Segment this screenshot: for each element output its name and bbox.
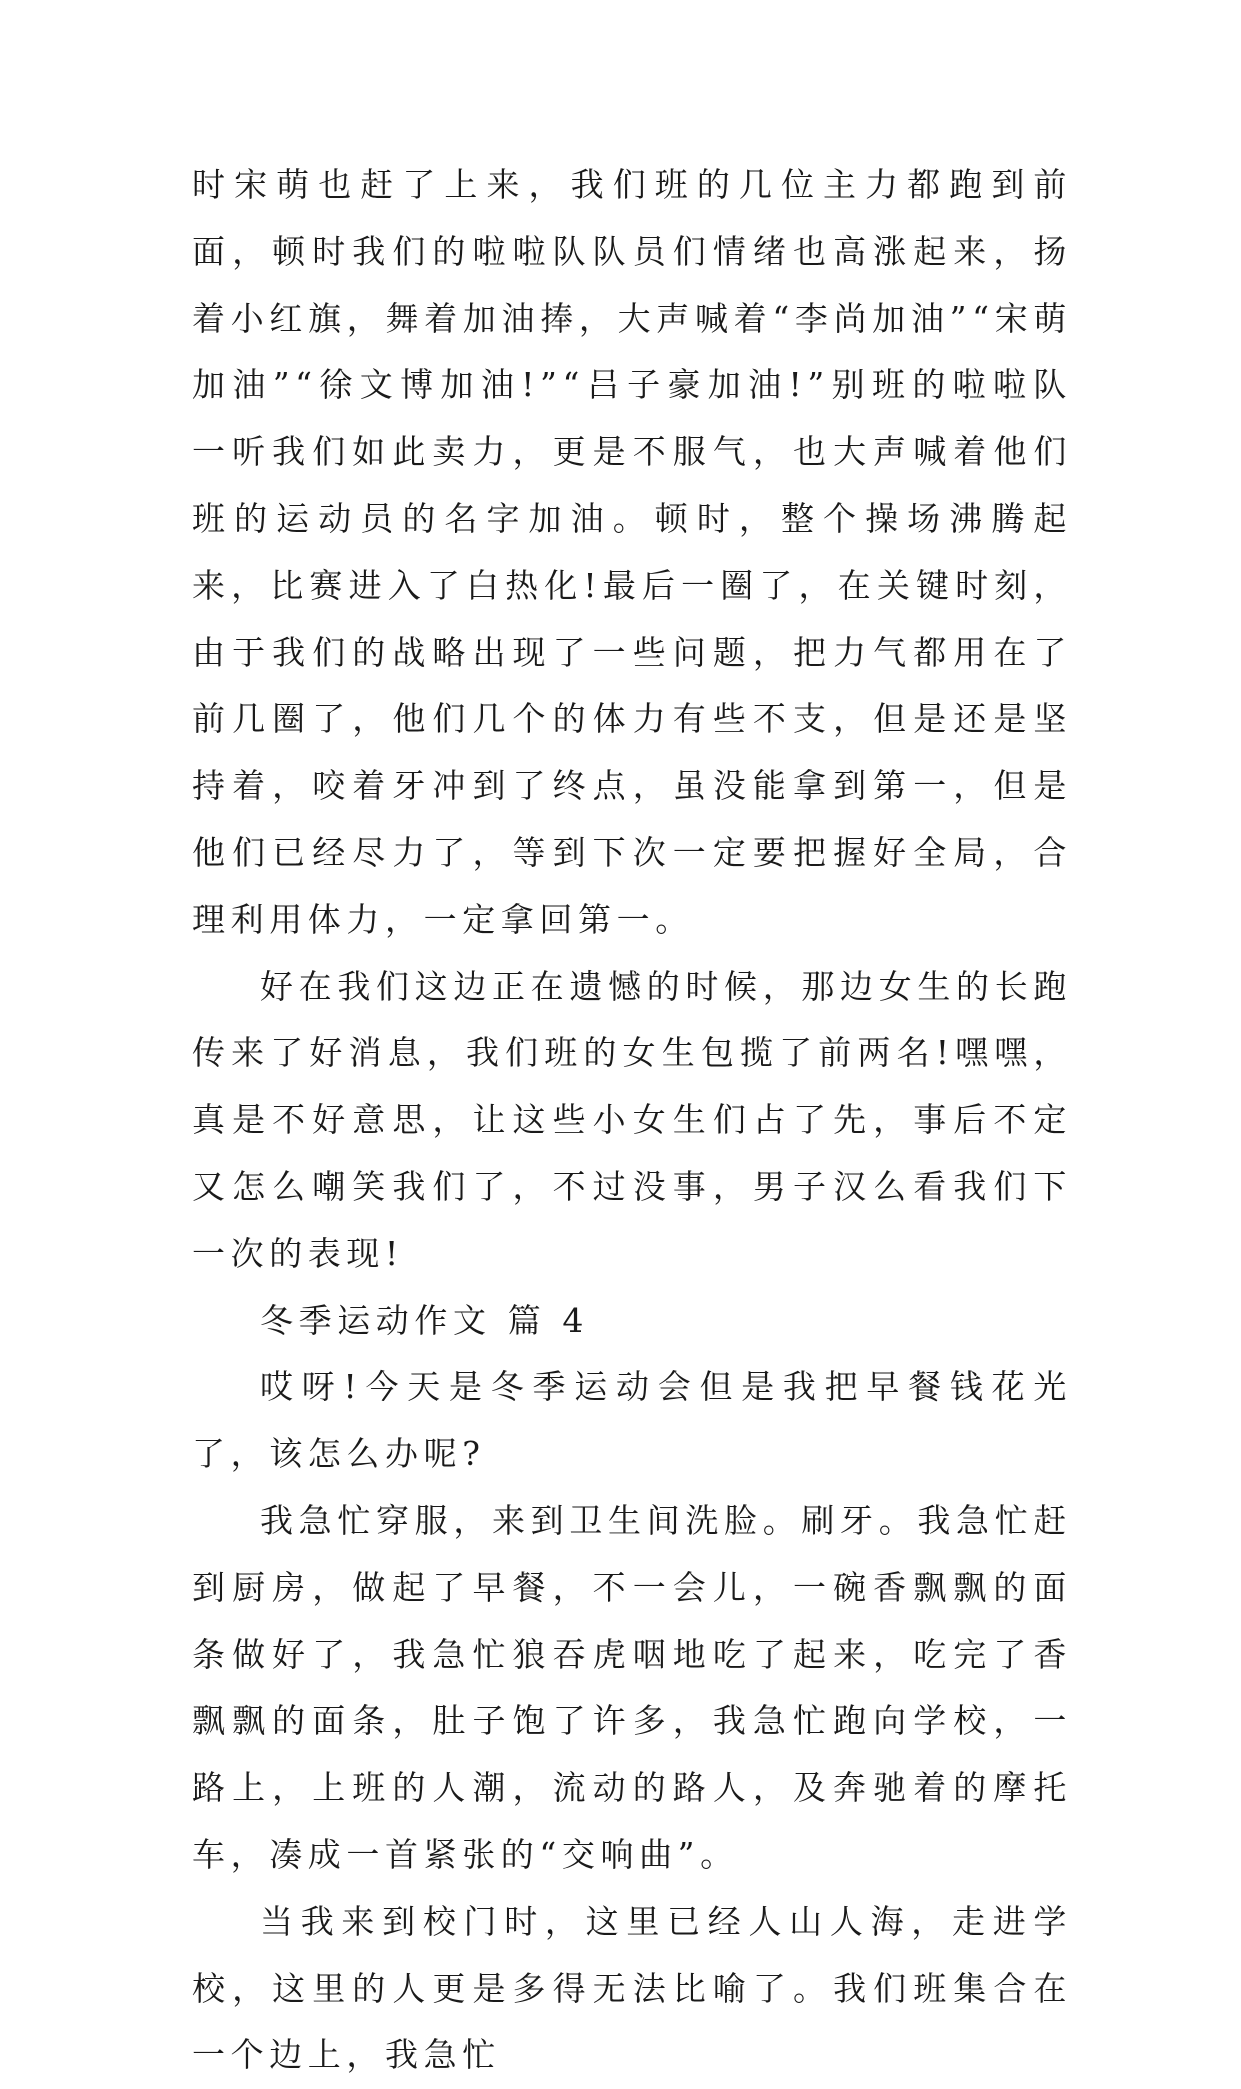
paragraph-3: 哎呀!今天是冬季运动会但是我把早餐钱花光了，该怎么办呢? [192,1367,1072,1474]
section-heading: 冬季运动作文 篇 4 [260,1300,589,1340]
document-body [192,152,1072,2089]
paragraph-2: 好在我们这边正在遗憾的时候，那边女生的长跑传来了好消息，我们班的女生包揽了前两名!嘿嘿，真是不好意思，让这些小女生们占了先，事后不定又怎么嘲笑我们了，不过没事，男子汉么看我们下一次的表现! [192,966,1072,1273]
paragraph-4: 我急忙穿服，来到卫生间洗脸。刷牙。我急忙赶到厨房，做起了早餐，不一会儿，一碗香飘飘的面条做好了，我急忙狼吞虎咽地吃了起来，吃完了香飘飘的面条，肚子饱了许多，我急忙跑向学校，一路上，上班的人潮，流动的路人，及奔驰着的摩托车，凑成一首紧张的“交响曲”。 [192,1500,1072,1874]
paragraph-1: 时宋萌也赶了上来，我们班的几位主力都跑到前面，顿时我们的啦啦队队员们情绪也高涨起来，扬着小红旗，舞着加油捧，大声喊着“李尚加油”“宋萌加油”“徐文博加油!”“吕子豪加油!”别班的啦啦队一听我们如此卖力，更是不服气，也大声喊着他们班的运动员的名字加油。顿时，整个操场沸腾起来，比赛进入了白热化!最后一圈了，在关键时刻，由于我们的战略出现了一些问题，把力气都用在了前几圈了，他们几个的体力有些不支，但是还是坚持着，咬着牙冲到了终点，虽没能拿到第一，但是他们已经尽力了，等到下次一定要把握好全局，合理利用体力，一定拿回第一。 [192,165,1072,939]
paragraph-5: 当我来到校门时，这里已经人山人海，走进学校，这里的人更是多得无法比喻了。我们班集合在一个边上，我急忙 [192,1901,1072,2075]
